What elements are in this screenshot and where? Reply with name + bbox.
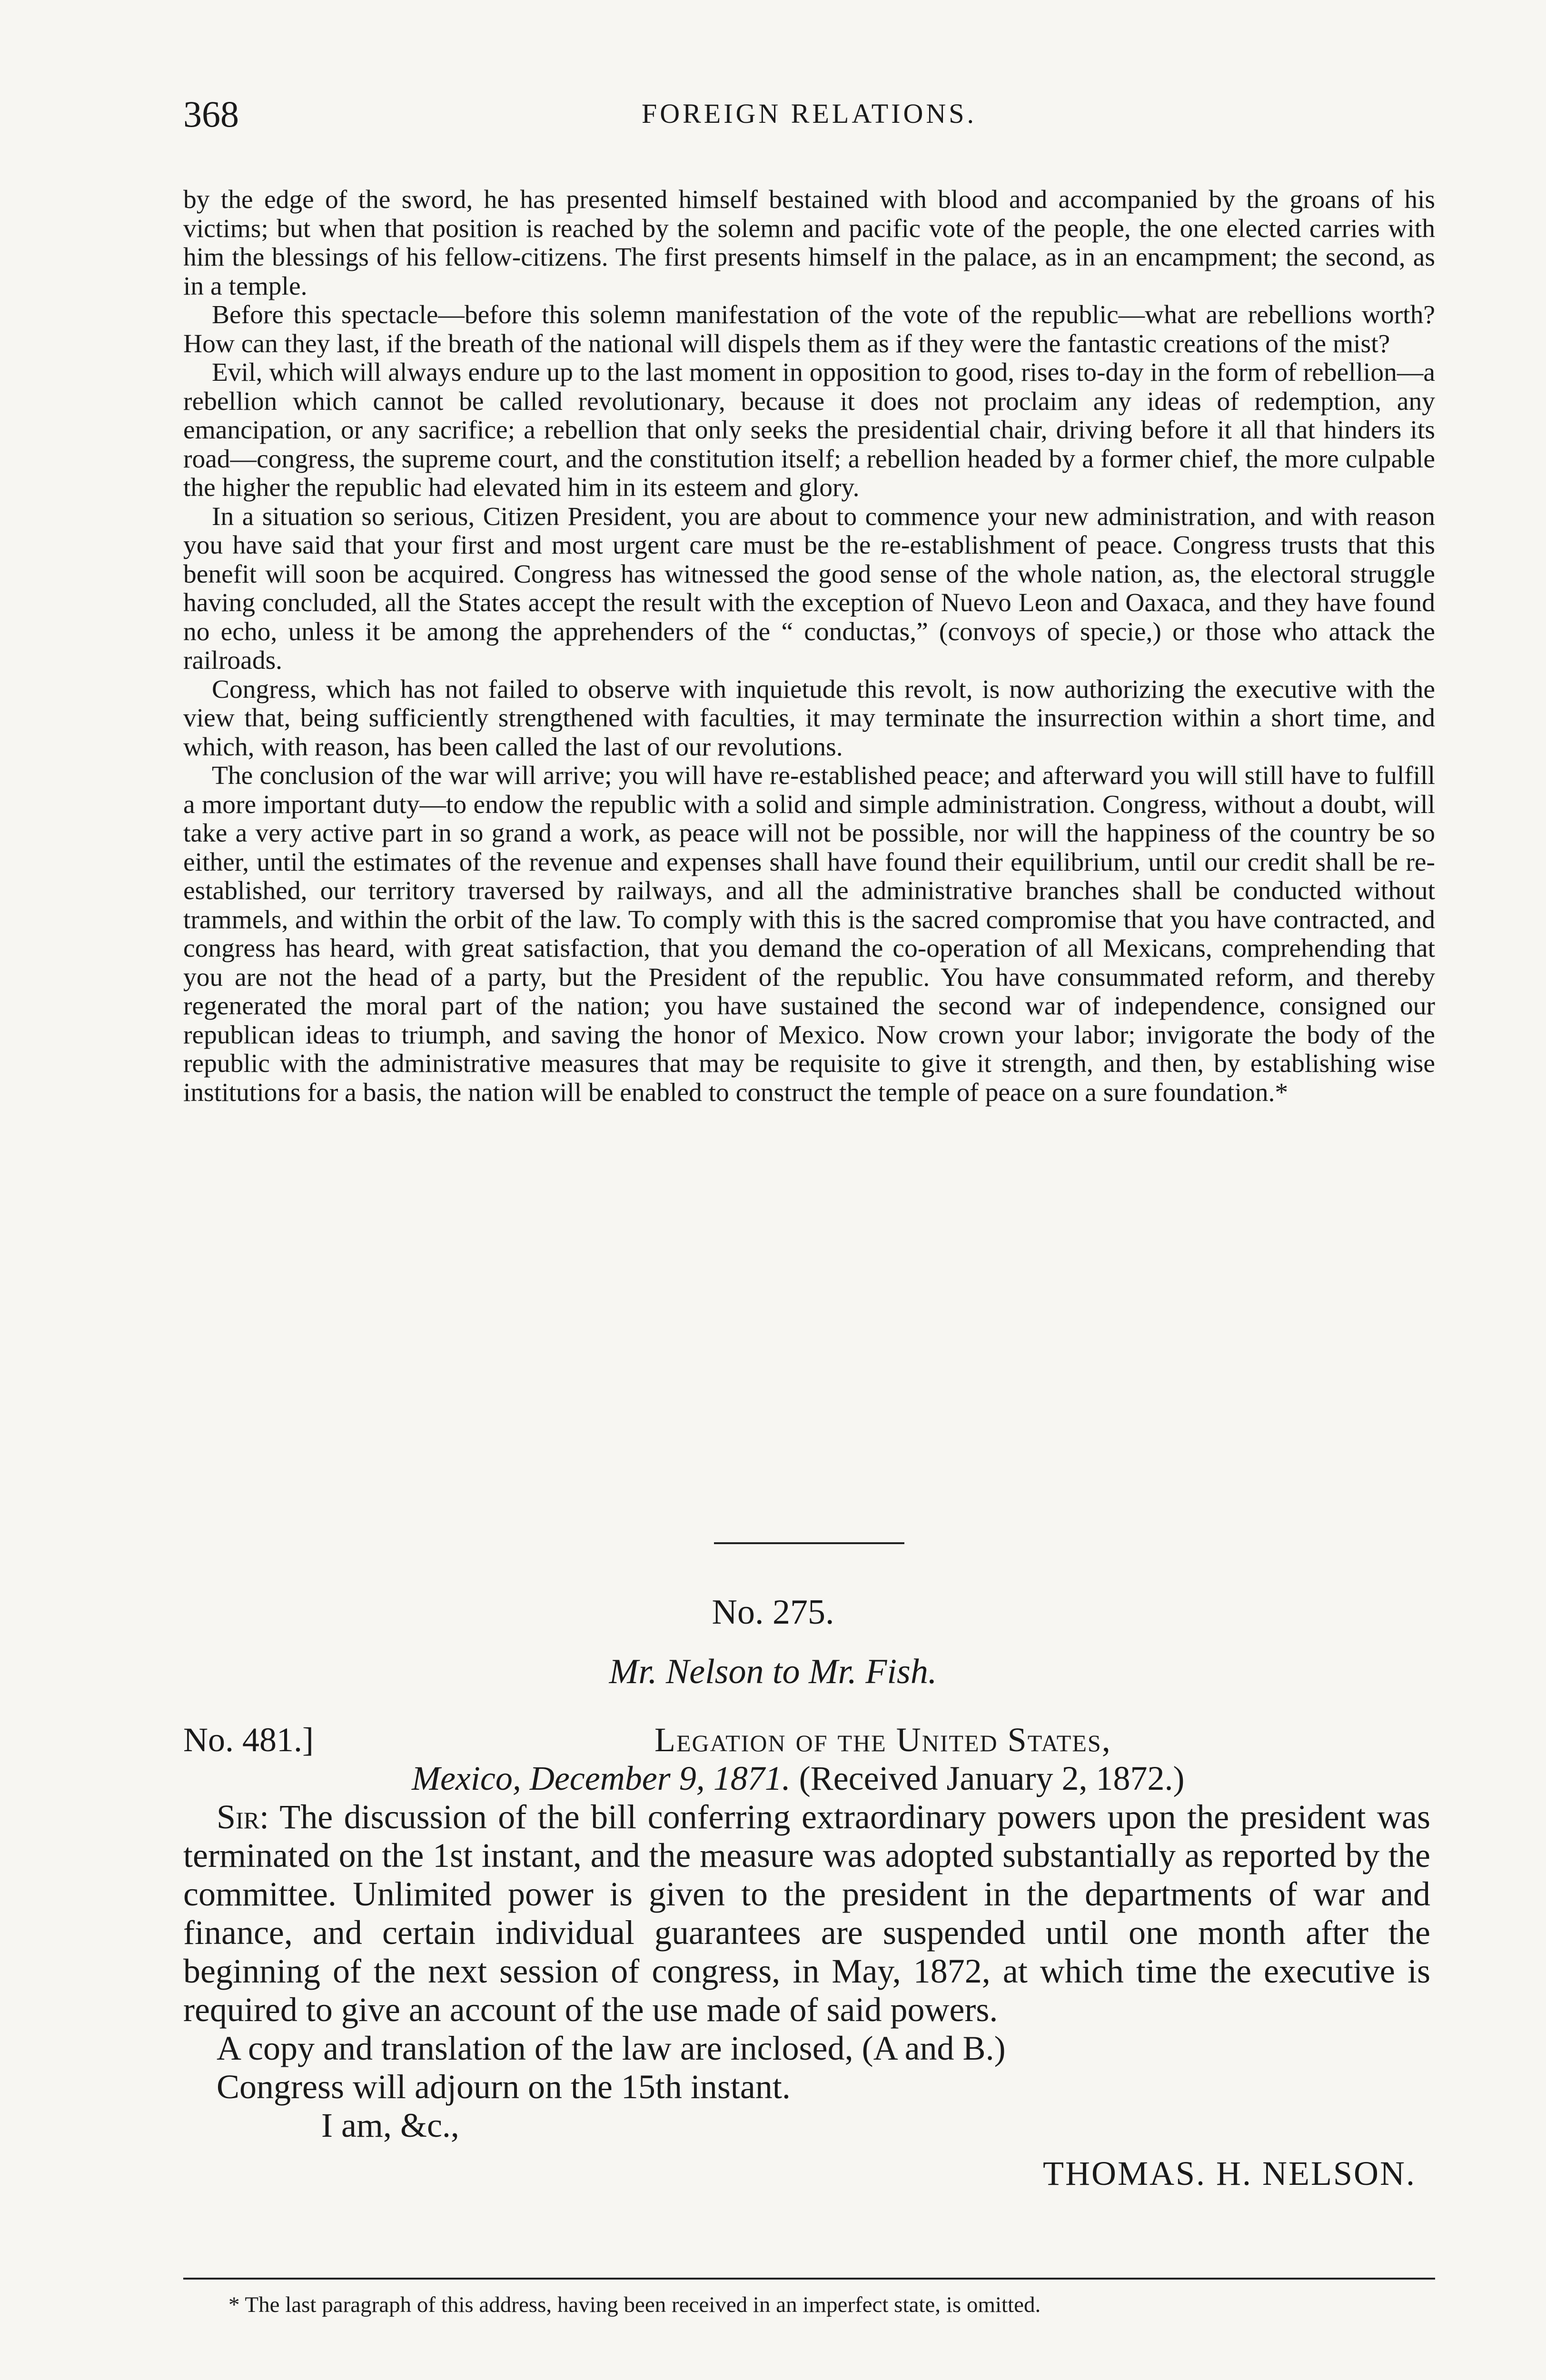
- address-paragraph: by the edge of the sword, he has presented himself bestained with blood and accompanied by the groans of his victims; but when that position is reached by the solemn and pacific vote of the people, the one elected carries with him the blessings of his fellow-citizens. The first presents himself in the palace, as in an encampment; the second, as in a temple.: [183, 185, 1435, 301]
- place-date: Mexico, December 9, 1871.: [412, 1759, 791, 1797]
- signature: THOMAS. H. NELSON.: [1042, 2154, 1416, 2192]
- letter-paragraph: [183, 1798, 1430, 2029]
- date-line: [183, 1759, 1430, 1798]
- running-head: FOREIGN RELATIONS.: [641, 98, 977, 129]
- address-paragraph: Congress, which has not failed to observe with inquietude this revolt, is now authorizing the executive with the view that, being sufficiently strengthened with faculties, it may terminate the insurrection within a short time, and which, with reason, has been called the last of our revolutions.: [183, 674, 1435, 762]
- adjourn-note: Congress will adjourn on the 15th instant.: [217, 2068, 791, 2106]
- letter-body: [183, 1798, 1430, 2029]
- address-text: [183, 186, 1435, 1107]
- footnote: * The last paragraph of this address, having been received in an imperfect state, is omitted.: [228, 2292, 1041, 2317]
- received-date: (Received January 2, 1872.): [799, 1759, 1185, 1797]
- address-paragraph: Before this spectacle—before this solemn manifestation of the vote of the republic—what are rebellions worth? How can they last, if the breath of the national will dispels them as if they were the fantastic creations of the mist?: [183, 300, 1435, 358]
- letter: [183, 1721, 1430, 2193]
- enclosure-note: A copy and translation of the law are inclosed, (A and B.): [217, 2029, 1006, 2067]
- salutation: Sir:: [217, 1798, 269, 1836]
- document-title: Mr. Nelson to Mr. Fish.: [609, 1652, 937, 1691]
- closing: I am, &c.,: [321, 2106, 459, 2144]
- document-number: No. 275.: [712, 1593, 834, 1632]
- page-number: 368: [183, 93, 239, 135]
- dispatch-line: [183, 1721, 1430, 1759]
- page-header: [183, 93, 1435, 145]
- letter-body-text: The discussion of the bill conferring extraordinary powers upon the president was terminated on the 1st instant, and the measure was adopted substantially as reported by the committee. Unlimited power is given to the president in the departments of war and finance, and certain individual guarantees are suspended until one month after the beginning of the next session of congress, in May, 1872, at which time the executive is required to give an account of the use made of said powers.: [183, 1798, 1431, 2029]
- section-divider: [714, 1542, 904, 1544]
- address-paragraph: Evil, which will always endure up to the last moment in opposition to good, rises to-day in the form of rebellion—a rebellion which cannot be called revolutionary, because it does not proclaim any ideas of redemption, any emancipation, or any sacrifice; a rebellion that only seeks the presidential chair, driving before it all that hinders its road—congress, the supreme court, and the constitution itself; a rebellion headed by a former chief, the more culpable the higher the republic had elevated him in its esteem and glory.: [183, 358, 1435, 502]
- dispatch-number: No. 481.]: [183, 1721, 314, 1759]
- address-paragraph: In a situation so serious, Citizen President, you are about to commence your new administration, and with reason you have said that your first and most urgent care must be the re-establishment of peace. Congress trusts that this benefit will soon be acquired. Congress has witnessed the good sense of the whole nation, as, the electoral struggle having concluded, all the States accept the result with the exception of Nuevo Leon and Oaxaca, and they have found no echo, unless it be among the apprehenders of the “ conductas,” (convoys of specie,) or those who attack the railroads.: [183, 502, 1435, 675]
- footnote-rule: [183, 2278, 1435, 2280]
- legation-heading: Legation of the United States,: [654, 1721, 1111, 1759]
- address-paragraph: The conclusion of the war will arrive; you will have re-established peace; and afterward you will still have to fulfill a more important duty—to endow the republic with a solid and simple administration. Congress, without a doubt, will take a very active part in so grand a work, as peace will not be possible, nor will the happiness of the country be so either, until the estimates of the revenue and expenses shall have found their equilibrium, until our credit shall be re-established, our territory traversed by railways, and all the administrative branches shall be conducted without trammels, and within the orbit of the law. To comply with this is the sacred compromise that you have contracted, and congress has heard, with great satisfaction, that you demand the co-operation of all Mexicans, comprehending that you are not the head of a party, but the President of the republic. You have consummated reform, and thereby regenerated the moral part of the nation; you have sustained the second war of independence, consigned our republican ideas to triumph, and saving the honor of Mexico. Now crown your labor; invigorate the body of the republic with the administrative measures that may be requisite to give it strength, and then, by establishing wise institutions for a basis, the nation will be enabled to construct the temple of peace on a sure foundation.*: [183, 761, 1435, 1107]
